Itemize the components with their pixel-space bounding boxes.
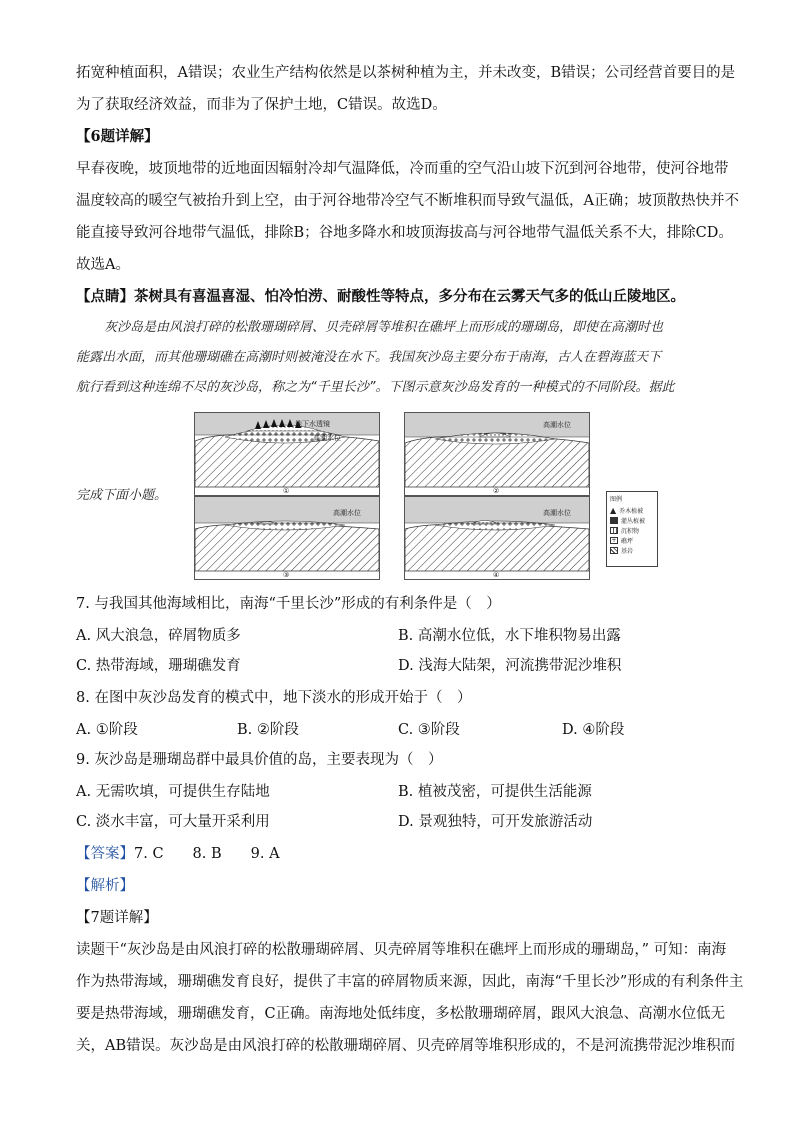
analysis-label: 【解析】 [76, 878, 134, 894]
panel-number: ① [283, 487, 290, 495]
bedrock-swatch-icon [610, 547, 618, 554]
panel-label: 高潮水位 [333, 509, 361, 517]
panel-number: ③ [283, 571, 290, 579]
text-line: 故选A。 [76, 257, 130, 273]
panel-label: 高潮水位 [543, 421, 571, 429]
answer-label: 【答案】 [76, 846, 134, 862]
legend-item: 基岩 [607, 545, 657, 555]
text-line: 拓宽种植面积，A错误；农业生产结构依然是以茶树种植为主，并未改变，B错误；公司经营首要目的是 [76, 65, 736, 81]
option: B. 高潮水位低，水下堆积物易出露 [398, 628, 621, 644]
answer-line [76, 844, 280, 864]
answer-values: 7. C 8. B 9. A [134, 846, 280, 862]
figure-panel-4 [404, 496, 590, 580]
panel-label: 地下水透镜 [295, 420, 330, 428]
question-stem: 8. 在图中灰沙岛发育的模式中，地下淡水的形成开始于（ ） [76, 690, 472, 706]
option: B. 植被茂密，可提供生活能源 [398, 784, 592, 800]
passage-line: 完成下面小题。 [76, 488, 168, 503]
legend-item: 灌丛植被 [607, 515, 657, 525]
panel-label: 高潮水位 [543, 509, 571, 517]
text-line: 要是热带海域，珊瑚礁发育，C正确。南海地处低纬度，多松散珊瑚碎屑，跟风大浪急、高潮水位低无 [76, 1006, 726, 1022]
sediment-swatch-icon [610, 527, 618, 534]
shrub-swatch-icon [610, 517, 618, 524]
tip-line: 【点睛】茶树具有喜温喜湿、怕冷怕涝、耐酸性等特点，多分布在云雾天气多的低山丘陵地区。 [76, 288, 685, 305]
figure-legend [606, 491, 658, 567]
legend-item: ▲ 乔木植被 [610, 505, 644, 515]
text-line: 能直接导致河谷地带气温低，排除B；谷地多降水和坡顶海拔高与河谷地带气温低关系不大，排除CD。 [76, 225, 733, 241]
q6-heading: 【6题详解】 [76, 128, 159, 145]
option: D. 浅海大陆架，河流携带泥沙堆积 [398, 658, 622, 674]
legend-title: 图例 [610, 496, 623, 503]
panel-number: ④ [493, 571, 500, 579]
text-line: 作为热带海域，珊瑚礁发育良好，提供了丰富的碎屑物质来源，因此，南海“千里长沙”形成的有利条件主 [76, 974, 744, 990]
reef-flat-swatch-icon: + [611, 536, 617, 544]
panel-number: ② [493, 487, 500, 495]
text-line: 早春夜晚，坡顶地带的近地面因辐射冷却气温降低，冷而重的空气沿山坡下沉到河谷地带，使河谷地带 [76, 161, 729, 177]
passage-line: 能露出水面，而其他珊瑚礁在高潮时则被淹没在水下。我国灰沙岛主要分布于南海，古人在碧海蓝天下 [76, 350, 662, 365]
legend-item: 沉积物 [607, 525, 657, 535]
passage-line: 航行看到这种连绵不尽的灰沙岛，称之为“千里长沙”。下图示意灰沙岛发育的一种模式的不同阶段。据此 [76, 380, 675, 395]
question-stem: 9. 灰沙岛是珊瑚岛群中最具价值的岛，主要表现为（ ） [76, 752, 443, 768]
panel-label: 高潮水位 [313, 434, 341, 442]
option: C. 淡水丰富，可大量开采利用 [76, 814, 270, 830]
legend-item: + 礁坪 [611, 536, 634, 545]
option: D. 景观独特，可开发旅游活动 [398, 814, 593, 830]
q7-heading: 【7题详解】 [76, 910, 158, 926]
option: C. ③阶段 [398, 722, 460, 738]
passage-line: 灰沙岛是由风浪打碎的松散珊瑚碎屑、贝壳碎屑等堆积在礁坪上而形成的珊瑚岛，即使在高潮时也 [104, 320, 664, 335]
figure-panel-1 [194, 412, 380, 496]
text-line: 读题干“灰沙岛是由风浪打碎的松散珊瑚碎屑、贝壳碎屑等堆积在礁坪上而形成的珊瑚岛，” 可知：南海 [76, 942, 727, 958]
figure-panel-3 [194, 496, 380, 580]
text-line: 为了获取经济效益，而非为了保护土地，C错误。故选D。 [76, 97, 447, 113]
option: C. 热带海域，珊瑚礁发育 [76, 658, 241, 674]
option: A. 无需吹填，可提供生存陆地 [76, 784, 270, 800]
text-line: 关，AB错误。灰沙岛是由风浪打碎的松散珊瑚碎屑、贝壳碎屑等堆积形成的，不是河流携带泥沙堆积而 [76, 1038, 736, 1054]
option: A. 风大浪急，碎屑物质多 [76, 628, 241, 644]
figure-panel-2 [404, 412, 590, 496]
option: A. ①阶段 [76, 722, 138, 738]
text-line: 温度较高的暖空气被抬升到上空，由于河谷地带冷空气不断堆积而导致气温低，A正确；坡顶散热快并不 [76, 193, 739, 209]
tree-icon: ▲ [610, 505, 617, 515]
question-stem: 7. 与我国其他海域相比，南海“千里长沙”形成的有利条件是（ ） [76, 596, 501, 612]
option: D. ④阶段 [562, 722, 625, 738]
option: B. ②阶段 [237, 722, 299, 738]
